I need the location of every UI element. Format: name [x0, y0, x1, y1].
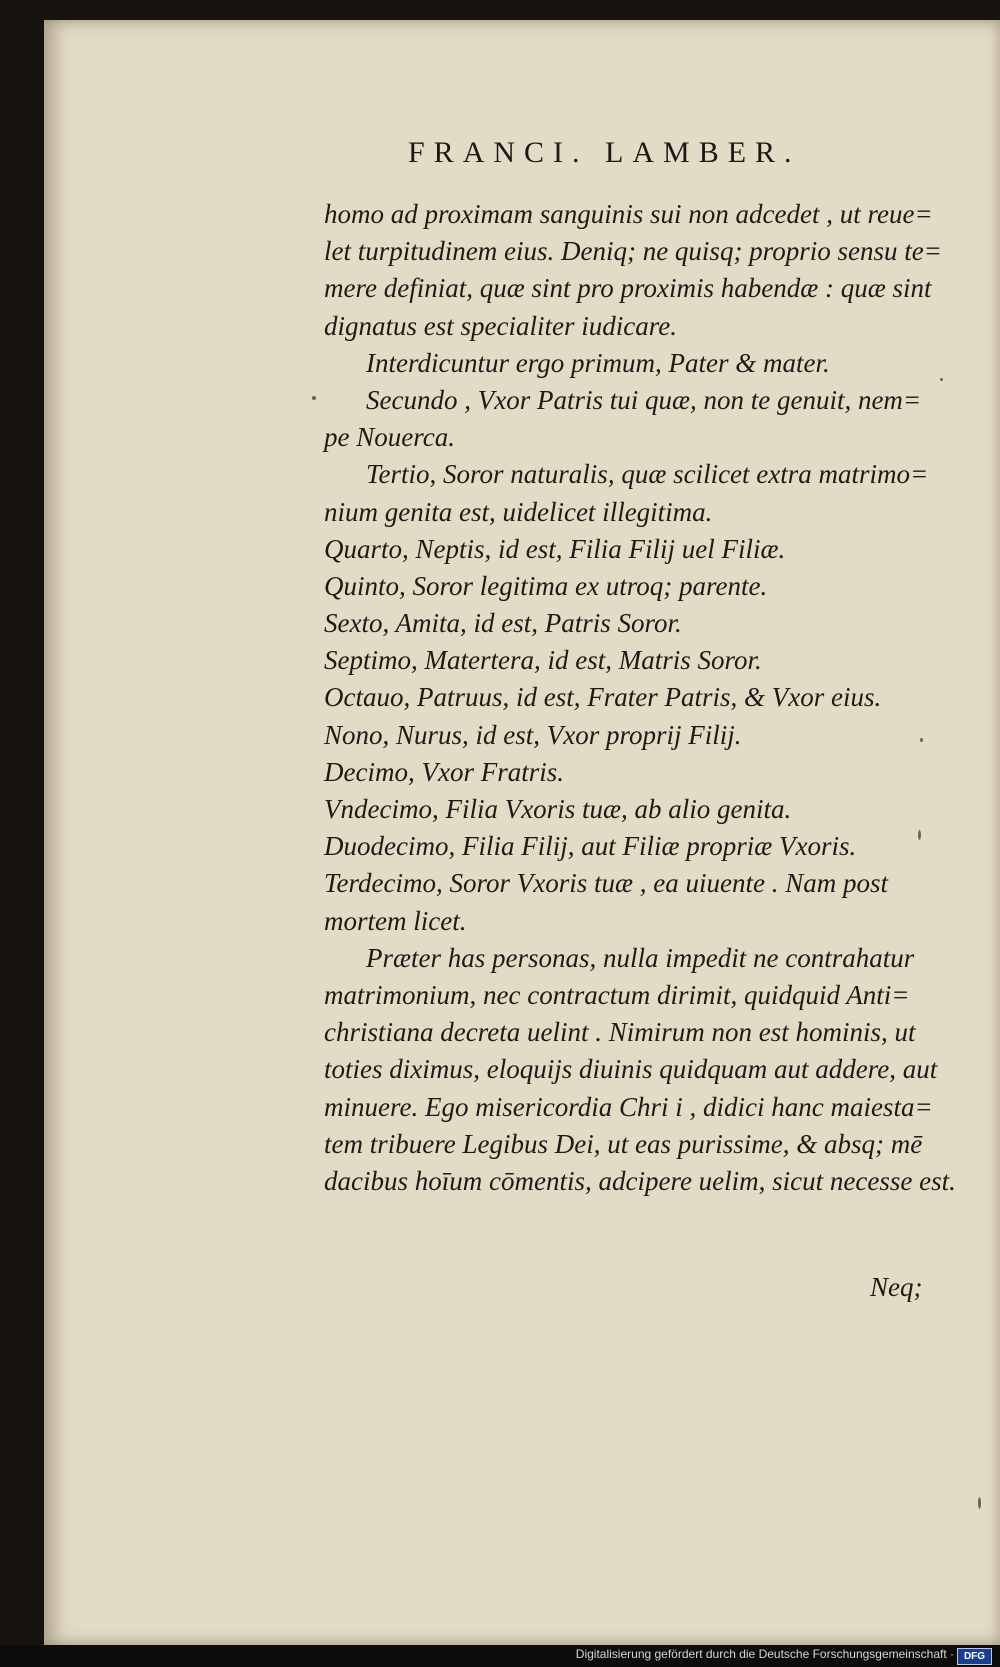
text-line: Secundo , Vxor Patris tui quæ, non te genuit, nem= — [366, 384, 922, 415]
dfg-logo-icon[interactable]: DFG — [957, 1648, 992, 1665]
running-head: FRANCI. LAMBER. — [408, 136, 801, 169]
text-line: Sexto, Amita, id est, Patris Soror. — [324, 608, 682, 639]
paper-speck — [978, 1497, 981, 1509]
text-line: Terdecimo, Soror Vxoris tuæ , ea uiuente . Nam post — [324, 868, 888, 899]
text-line: minuere. Ego misericordia Chri i , didici hanc maiesta= — [324, 1091, 933, 1122]
text-line: toties diximus, eloquijs diuinis quidquam aut addere, aut — [324, 1054, 938, 1085]
text-line: Duodecimo, Filia Filij, aut Filiæ propriæ Vxoris. — [324, 831, 857, 862]
footer-bar — [0, 1645, 1000, 1667]
text-line: tem tribuere Legibus Dei, ut eas purissime, & absq; mē — [324, 1128, 923, 1159]
text-line: Decimo, Vxor Fratris. — [324, 756, 564, 787]
paper-speck — [312, 396, 316, 400]
body-text — [324, 196, 964, 1200]
text-line: pe Nouerca. — [324, 422, 455, 453]
text-line: mere definiat, quæ sint pro proximis habendæ : quæ sint — [324, 273, 932, 304]
text-line: nium genita est, uidelicet illegitima. — [324, 496, 713, 527]
text-line: homo ad proximam sanguinis sui non adcedet , ut reue= — [324, 199, 933, 229]
text-line: let turpitudinem eius. Deniq; ne quisq; proprio sensu te= — [324, 236, 942, 267]
text-line: matrimonium, nec contractum dirimit, quidquid Anti= — [324, 979, 910, 1010]
text-line: Septimo, Matertera, id est, Matris Soror. — [324, 645, 762, 676]
text-line: christiana decreta uelint . Nimirum non est hominis, ut — [324, 1017, 916, 1048]
footer-credit: Digitalisierung gefördert durch die Deutsche Forschungsgemeinschaft · — [575, 1647, 954, 1661]
text-line: Nono, Nurus, id est, Vxor proprij Filij. — [324, 719, 742, 750]
text-line: Vndecimo, Filia Vxoris tuæ, ab alio genita. — [324, 794, 792, 824]
text-line: Octauo, Patruus, id est, Frater Patris, & Vxor eius. — [324, 682, 882, 713]
text-line: Præter has personas, nulla impedit ne contrahatur — [366, 942, 915, 973]
text-line: Quinto, Soror legitima ex utroq; parente. — [324, 570, 768, 601]
catchword: Neq; — [870, 1272, 923, 1302]
text-line: Tertio, Soror naturalis, quæ scilicet extra matrimo= — [366, 459, 929, 490]
text-line: Quarto, Neptis, id est, Filia Filij uel Filiæ. — [324, 533, 786, 564]
text-line: dacibus hoīum cōmentis, adcipere uelim, sicut necesse est. — [324, 1165, 956, 1196]
text-line: mortem licet. — [324, 905, 467, 936]
text-line: dignatus est specialiter iudicare. — [324, 310, 677, 341]
text-line: Interdicuntur ergo primum, Pater & mater. — [366, 347, 830, 378]
